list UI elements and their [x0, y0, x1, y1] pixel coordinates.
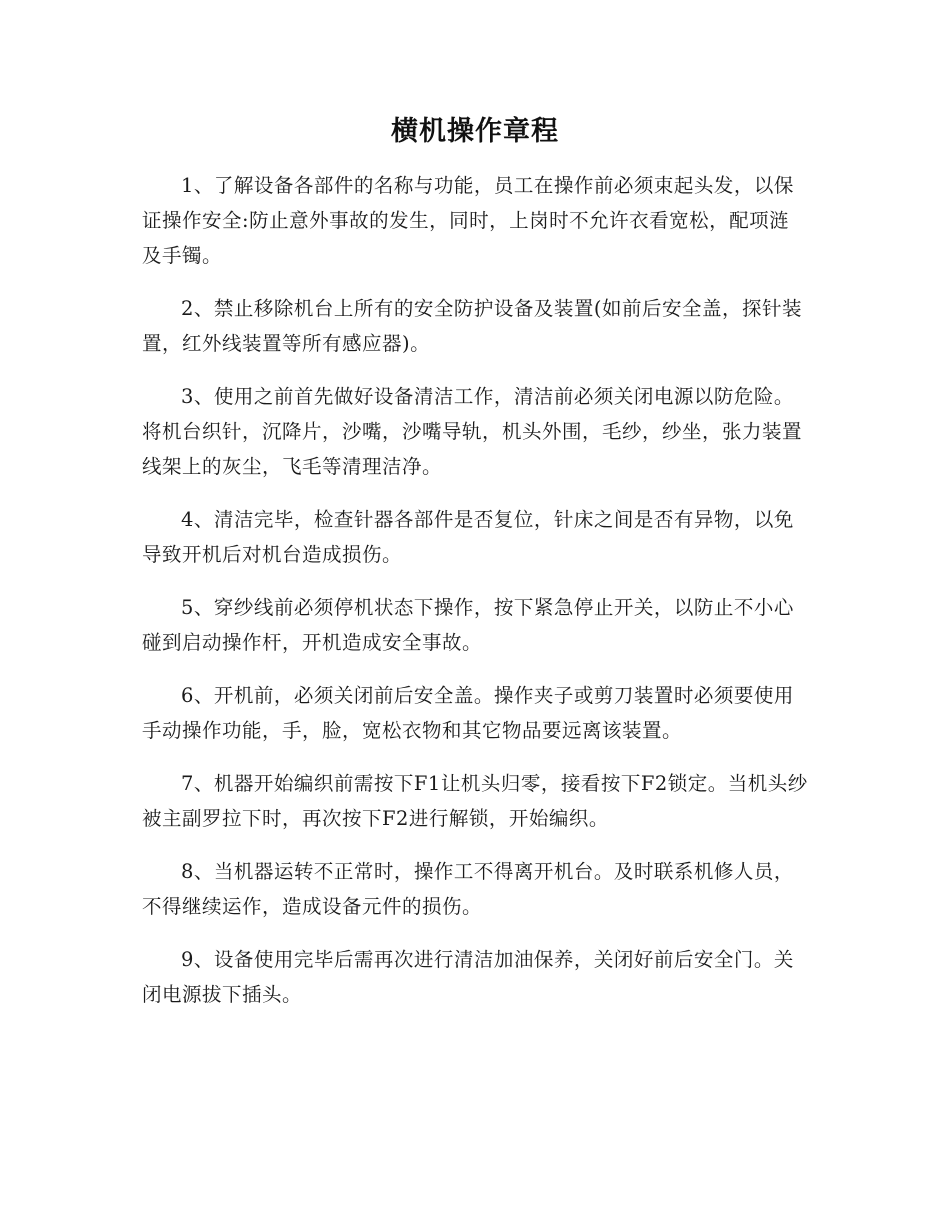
document-title: 横机操作章程: [391, 116, 559, 147]
paragraph-3: 3、使用之前首先做好设备清洁工作，清洁前必须关闭电源以防危险。将机台织针，沉降片，沙嘴，沙嘴导轨，机头外围，毛纱，纱坐，张力装置线架上的灰尘，飞毛等清理洁净。: [142, 385, 803, 478]
paragraph-1: 1、了解设备各部件的名称与功能，员工在操作前必须束起头发，以保证操作安全:防止意外事故的发生，同时，上岗时不允许衣看宽松，配项涟及手镯。: [142, 174, 794, 267]
paragraph-9: 9、设备使用完毕后需再次进行清洁加油保养，关闭好前后安全门。关闭电源拔下插头。: [142, 948, 794, 1006]
paragraph-4: 4、清洁完毕，检查针器各部件是否复位，针床之间是否有异物，以免导致开机后对机台造成损伤。: [142, 508, 794, 566]
paragraph-8: 8、当机器运转不正常时，操作工不得离开机台。及时联系机修人员，不得继续运作，造成设备元件的损伤。: [142, 860, 794, 918]
paragraph-2: 2、禁止移除机台上所有的安全防护设备及装置(如前后安全盖，探针装置，红外线装置等所有感应器)。: [142, 297, 803, 355]
document-body: [142, 168, 808, 1030]
paragraph-6: 6、开机前，必须关闭前后安全盖。操作夹子或剪刀装置时必须要使用手动操作功能，手，脸，宽松衣物和其它物品要远离该装置。: [142, 684, 794, 742]
paragraph-5: 5、穿纱线前必须停机状态下操作，按下紧急停止开关，以防止不小心碰到启动操作杆，开机造成安全事故。: [142, 596, 794, 654]
paragraph-7: 7、机器开始编织前需按下F1让机头归零，接看按下F2锁定。当机头纱被主副罗拉下时，再次按下F2进行解锁，开始编织。: [142, 772, 808, 830]
